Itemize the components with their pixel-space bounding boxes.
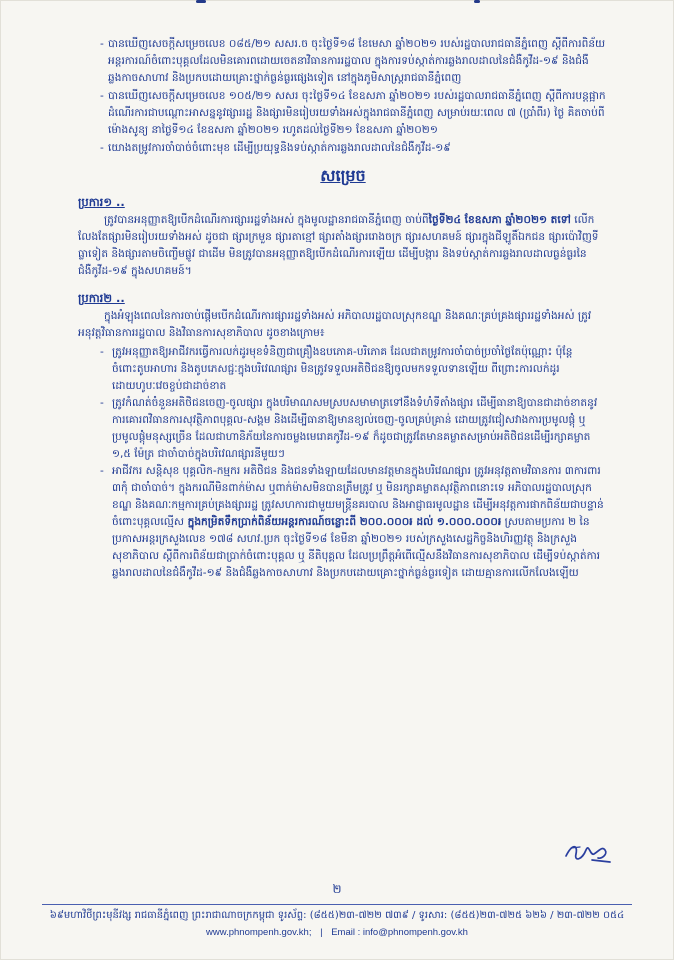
bullet-dash-icon: - — [100, 38, 104, 50]
footer-divider — [42, 904, 632, 905]
top-mark — [196, 0, 206, 3]
document-content — [78, 36, 608, 582]
bullet-dash-icon: - — [100, 142, 104, 154]
top-binding-marks — [0, 0, 674, 8]
bullet-dash-icon: - — [100, 397, 104, 409]
article-1-text — [78, 212, 608, 280]
article-1-date-bold: ថ្ងៃទី២៤ ខែឧសភា ឆ្នាំ២០២១ តទៅ — [428, 214, 571, 226]
article-2-bullet — [78, 395, 608, 463]
article-1-heading: ប្រការ១ .. — [78, 195, 125, 209]
article-2-bullet — [78, 463, 608, 582]
website-link[interactable]: www.phnompenh.gov.kh; — [206, 927, 312, 938]
bullet-dash-icon: - — [100, 465, 104, 477]
bullet-dash-icon: - — [100, 346, 104, 358]
bullet-dash-icon: - — [100, 90, 104, 102]
footer-address: ៦៩មហាវិថីព្រះមុនីវង្ស រាជធានីភ្នំពេញ ព្រះរាជាណាចក្រកម្ពុជា ទូរស័ព្ទ: (៨៥៥)២៣-៧២២ ៧៣៩ / ទូរសារ: (៨៥៥)២៣-៧២៥ ៦២៦ / ២៣-៧២២ ០៥៤ — [49, 910, 625, 921]
article-1-text-part-2: លើកលែងតែផ្សារមិនរៀបរយទាំងអស់ ដូចជា ផ្សារក្រមួន ផ្សារតាខ្មៅ ផ្សារតាំងផ្សាររោងចក្រ ផ្សារសហគមន៍ ផ្សារក្នុងជីឡូតិ៍ឯកជន ផ្សារប៉ោវិញទីធ្លាទៀត និងផ្សារតាមចិញ្ចើមផ្លូវ ជាដើម មិនត្រូវបានអនុញ្ញាតឱ្យបើកដំណើរការឡើយ ដើម្បីបង្ការ និងទប់ស្កាត់ការឆ្លងរាលដាលធ្ងន់ធ្ងរនៃជំងឺកូវីដ-១៩ ក្នុងសហគមន៍។ — [78, 214, 599, 277]
article-2-lead: ក្នុងអំឡុងពេលនៃការចាប់ផ្តើមបើកដំណើរការផ្សាររដ្ឋទាំងអស់ អភិបាលរដ្ឋបាលស្រុកខណ្ឌ និងគណៈគ្រប់គ្រងផ្សាររដ្ឋទាំងអស់ ត្រូវអនុវត្តវិធានការរដ្ឋបាល និងវិធានការសុខាភិបាល ដូចខាងក្រោម៖ — [78, 310, 592, 339]
preamble-bullet — [78, 88, 608, 139]
footer-contact — [0, 926, 674, 940]
preamble-bullet — [78, 36, 608, 87]
preamble-bullet — [78, 140, 608, 157]
article-2-bullet-text: ត្រូវកំណត់ចំនួនអតិថិជនចេញ-ចូលផ្សារ ក្នុងបរិមាណសមស្របសមាមាត្រទៅនឹងទំហំទីតាំងផ្សារ ដើម្បីធានាឱ្យបានជាដាច់ខាតនូវការគោរពវិធានការសុវត្ថិភាពបុគ្គល-សង្គម និងដើម្បីធានាឱ្យមានខ្យល់ចេញ-ចូលគ្រប់គ្រាន់ ដោយត្រូវជៀសវាងការប្រមូលផ្តុំ ឬប្រមូលផ្តុំមនុស្សច្រើន ដែលជាហានិភ័យនៃការចម្លងមេរោគកូវីដ-១៩ ក៏ដូចជាត្រូវតែមានគម្លាតសម្រាប់អតិថិជនដើម្បីរក្សាគម្លាត ១,៥ ម៉ែត្រ ជាចាំបាច់ក្នុងបរិវេណផ្សារនីមួយៗ — [112, 397, 598, 460]
preamble-bullet-text: បានឃើញសេចក្តីសម្រេចលេខ ១០៥/២១ សសរ ចុះថ្ងៃទី១៤ ខែឧសភា ឆ្នាំ២០២១ របស់រដ្ឋបាលរាជធានីភ្នំពេញ ស្តីពីការបន្តផ្អាកដំណើរការជាបណ្តោះអាសន្ននូវផ្សាររដ្ឋ និងផ្សារមិនរៀបរយទាំងអស់ក្នុងរាជធានីភ្នំពេញ សម្រាប់រយៈពេល ៧ (ប្រាំពីរ) ថ្ងៃ គិតចាប់ពីម៉ោងសូន្យ នាថ្ងៃទី១៤ ខែឧសភា ឆ្នាំ២០២១ រហូតដល់ថ្ងៃទី២១ ខែឧសភា ឆ្នាំ២០២១ — [108, 90, 606, 136]
article-2-bullet — [78, 344, 608, 395]
article-2-bullet-text: អាជីវករ សន្តិសុខ បុគ្គលិក-កម្មករ អតិថិជន និងជនទាំងឡាយដែលមានវត្តមានក្នុងបរិវេណផ្សារ ត្រូវអនុវត្តតាមវិធានការ ៣ការពារ ៣កុំ ជាចាំបាច់។ ក្នុងករណីមិនពាក់ម៉ាស ឬពាក់ម៉ាសមិនបានត្រឹមត្រូវ ឬ មិនរក្សាគម្លាតសុវត្ថិភាពនោះទេ អភិបាលរដ្ឋបាលស្រុកខណ្ឌ និងគណៈកម្មការគ្រប់គ្រងផ្សាររដ្ឋ ត្រូវសហការជាមួយមន្ត្រីនគរបាល និងអាជ្ញាធរមូលដ្ឋាន ដើម្បីអនុវត្តការផាកពិន័យជាបន្ទាន់ចំពោះបុគ្គលល្មើស — [112, 465, 604, 528]
footer-separator: | — [320, 927, 323, 938]
top-mark — [474, 0, 480, 3]
email-link[interactable]: Email : info@phnompenh.gov.kh — [331, 927, 468, 938]
article-2-bullet-continuation: ស្របតាមប្រការ ២ នៃប្រកាសអន្តរក្រសួងលេខ ១៧៨ សហវ.ប្រក ចុះថ្ងៃទី១៨ ខែមីនា ឆ្នាំ២០២១ របស់ក្រសួងសេដ្ឋកិច្ចនិងហិរញ្ញវត្ថុ និងក្រសួងសុខាភិបាល ស្តីពីការពិន័យជាប្រាក់ចំពោះបុគ្គល ឬ នីតិបុគ្គល ដែលប្រព្រឹត្តអំពើល្មើសនឹងវិធានការសុខាភិបាល ដើម្បីទប់ស្កាត់ការឆ្លងរាលដាលនៃជំងឺកូវីដ-១៩ និងជំងឺឆ្លងកាចសាហាវ និងប្រកបដោយគ្រោះថ្នាក់ធ្ងន់ធ្ងរទៀត ដោយគ្មានការលើកលែងឡើយ — [112, 516, 601, 579]
page-number: ២ — [332, 882, 342, 896]
article-1-text-part-1: ត្រូវបានអនុញ្ញាតឱ្យបើកដំណើរការផ្សាររដ្ឋទាំងអស់ ក្នុងមូលដ្ឋានរាជធានីភ្នំពេញ ចាប់ពី — [104, 214, 429, 226]
article-2-heading: ប្រការ២ .. — [78, 291, 125, 305]
preamble-bullet-text: បានឃើញសេចក្តីសម្រេចលេខ ០៨៥/២១ សសរ.ច ចុះថ្ងៃទី១៨ ខែមេសា ឆ្នាំ២០២១ របស់រដ្ឋបាលរាជធានីភ្នំពេញ ស្តីពីការពិន័យអន្តរការណ៍ចំពោះបុគ្គលដែលមិនគោរពដោយចេតនាវិធានការរដ្ឋបាល ក្នុងការទប់ស្កាត់ការឆ្លងរាលដាលនៃជំងឺកូវីដ-១៩ និងជំងឺឆ្លងកាចសាហាវ និងប្រកបដោយគ្រោះថ្នាក់ធ្ងន់ធ្ងរផ្សេងទៀត នៅក្នុងភូមិសាស្ត្ររាជធានីភ្នំពេញ — [108, 38, 606, 84]
signature-icon — [564, 838, 612, 866]
preamble-bullets — [78, 36, 608, 157]
article-2-bullets — [78, 344, 608, 582]
fine-amount-bold: ក្នុងកម្រិតទឹកប្រាក់ពិន័យអន្តរការណ៍ចន្លោះពី ២០០.០០០៛ ដល់ ១.០០០.០០០៛ — [183, 516, 502, 528]
preamble-bullet-text: យោងតម្រូវការចាំបាច់ចំពោះមុខ ដើម្បីប្រយុទ្ធនិងទប់ស្កាត់ការឆ្លងរាលដាលនៃជំងឺកូវីដ-១៩ — [108, 142, 451, 154]
decision-title: សម្រេច — [320, 166, 366, 185]
article-2-bullet-text: ត្រូវអនុញ្ញាតឱ្យអាជីវករធ្វើការលក់ដូរមុខទំនិញជាគ្រឿងឧបភោគ-បរិភោគ ដែលជាតម្រូវការចាំបាច់ប្រចាំថ្ងៃតែប៉ុណ្ណោះ ប៉ុន្តែ ចំពោះតូបអាហារ និងតូបភេសជ្ជៈក្នុងបរិវេណផ្សារ មិនត្រូវទទួលអតិថិជនឱ្យចូលមកទទួលទានឡើយ ពីព្រោះការលក់ដូរដោយហូបៈវេចខ្ចប់ជាដាច់ខាត — [112, 346, 573, 392]
